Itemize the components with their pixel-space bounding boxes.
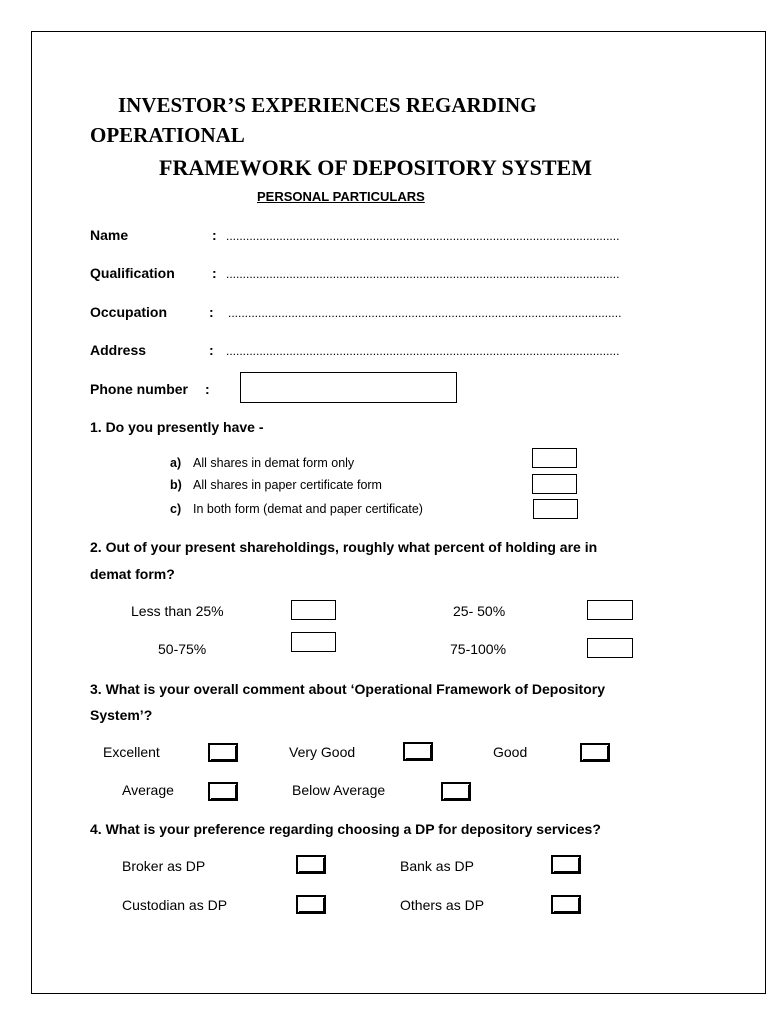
q3-option-average-checkbox[interactable] bbox=[208, 782, 238, 801]
q2-option-25-50-checkbox[interactable] bbox=[587, 600, 633, 620]
q1-option-c-label: In both form (demat and paper certificate) bbox=[193, 502, 423, 516]
qualification-colon: : bbox=[212, 265, 217, 281]
question-4: 4. What is your preference regarding choosing a DP for depository services? bbox=[90, 821, 601, 837]
occupation-label: Occupation bbox=[90, 304, 168, 320]
title-line-2: OPERATIONAL bbox=[90, 123, 245, 147]
q3-option-very-good-label: Very Good bbox=[289, 744, 356, 760]
section-subtitle: PERSONAL PARTICULARS bbox=[257, 189, 425, 204]
q2-option-50-75-checkbox[interactable] bbox=[291, 632, 336, 652]
name-label: Name bbox=[90, 227, 129, 243]
q4-option-bank-label: Bank as DP bbox=[400, 858, 474, 874]
name-colon: : bbox=[212, 227, 217, 243]
q3-option-below-average-label: Below Average bbox=[292, 782, 386, 798]
question-2-line-2: demat form? bbox=[90, 566, 175, 582]
q1-option-a-label: All shares in demat form only bbox=[193, 456, 355, 470]
phone-colon: : bbox=[205, 381, 210, 397]
occupation-colon: : bbox=[209, 304, 214, 320]
q3-option-excellent-label: Excellent bbox=[103, 744, 160, 760]
q4-option-broker-label: Broker as DP bbox=[122, 858, 206, 874]
q2-option-lt25-label: Less than 25% bbox=[131, 603, 224, 619]
address-field[interactable]: ...................................................................................................................... bbox=[226, 344, 620, 358]
question-1: 1. Do you presently have - bbox=[90, 419, 264, 435]
q1-option-b-label: All shares in paper certificate form bbox=[193, 478, 382, 492]
q2-option-25-50-label: 25- 50% bbox=[453, 603, 506, 619]
title-line-1: INVESTOR’S EXPERIENCES REGARDING bbox=[118, 93, 537, 117]
q1-option-a-letter: a) bbox=[170, 456, 182, 470]
question-3-line-1: 3. What is your overall comment about ‘Operational Framework of Depository bbox=[90, 681, 605, 697]
q3-option-good-checkbox[interactable] bbox=[580, 743, 610, 762]
question-3-line-2: System’? bbox=[90, 707, 153, 723]
question-2-line-1: 2. Out of your present shareholdings, roughly what percent of holding are in bbox=[90, 539, 598, 555]
occupation-field[interactable]: ...................................................................................................................... bbox=[228, 306, 622, 320]
qualification-label: Qualification bbox=[90, 265, 175, 281]
phone-label: Phone number bbox=[90, 381, 189, 397]
qualification-field[interactable]: ...................................................................................................................... bbox=[226, 267, 620, 281]
phone-input[interactable] bbox=[240, 372, 457, 403]
q4-option-custodian-checkbox[interactable] bbox=[296, 895, 326, 914]
q3-option-average-label: Average bbox=[122, 782, 174, 798]
title-line-3: FRAMEWORK OF DEPOSITORY SYSTEM bbox=[159, 155, 592, 180]
q4-option-broker-checkbox[interactable] bbox=[296, 855, 326, 874]
q3-option-good-label: Good bbox=[493, 744, 528, 760]
q3-option-below-average-checkbox[interactable] bbox=[441, 782, 471, 801]
q2-option-lt25-checkbox[interactable] bbox=[291, 600, 336, 620]
q1-option-c-checkbox[interactable] bbox=[533, 499, 578, 519]
q2-option-50-75-label: 50-75% bbox=[158, 641, 207, 657]
address-label: Address bbox=[90, 342, 147, 358]
name-field[interactable]: ...................................................................................................................... bbox=[226, 229, 620, 243]
q4-option-others-label: Others as DP bbox=[400, 897, 485, 913]
q1-option-c-letter: c) bbox=[170, 502, 182, 516]
q2-option-75-100-checkbox[interactable] bbox=[587, 638, 633, 658]
q4-option-bank-checkbox[interactable] bbox=[551, 855, 581, 874]
q4-option-custodian-label: Custodian as DP bbox=[122, 897, 228, 913]
address-colon: : bbox=[209, 342, 214, 358]
q1-option-b-checkbox[interactable] bbox=[532, 474, 577, 494]
q1-option-b-letter: b) bbox=[170, 478, 182, 492]
q3-option-excellent-checkbox[interactable] bbox=[208, 743, 238, 762]
q4-option-others-checkbox[interactable] bbox=[551, 895, 581, 914]
q2-option-75-100-label: 75-100% bbox=[450, 641, 507, 657]
q1-option-a-checkbox[interactable] bbox=[532, 448, 577, 468]
q3-option-very-good-checkbox[interactable] bbox=[403, 742, 433, 761]
